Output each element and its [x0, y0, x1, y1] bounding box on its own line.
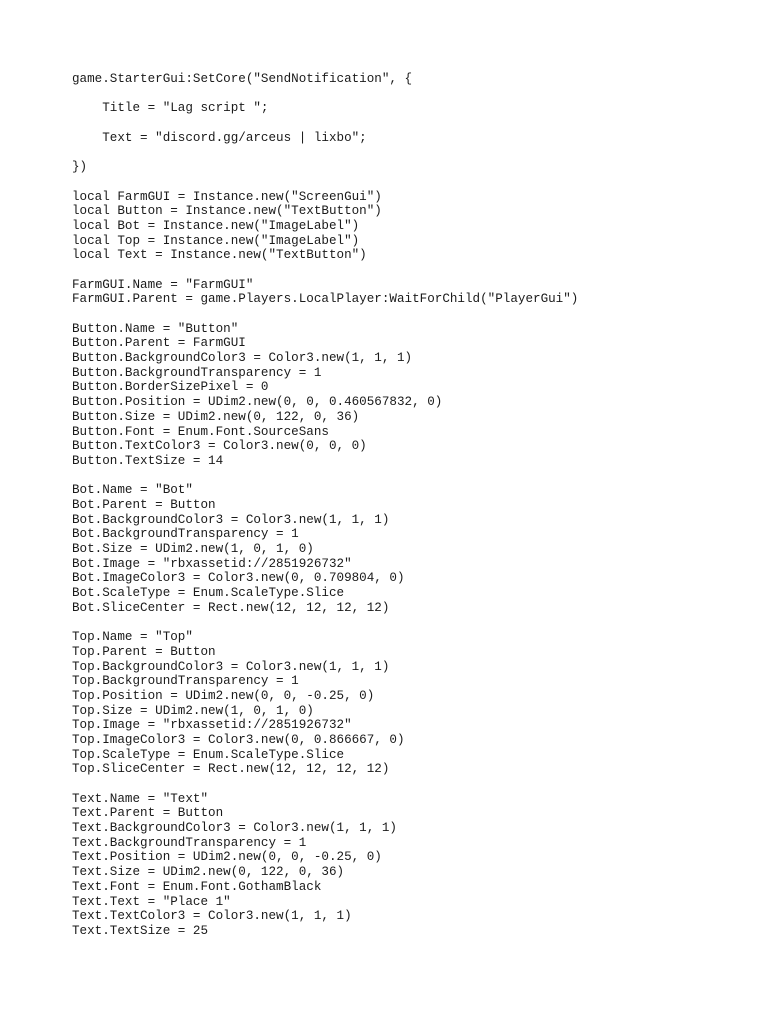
code-line: Button.TextColor3 = Color3.new(0, 0, 0) [72, 439, 367, 454]
code-line: Button.Name = "Button" [72, 321, 239, 336]
code-line: FarmGUI.Name = "FarmGUI" [72, 277, 254, 292]
code-line: FarmGUI.Parent = game.Players.LocalPlayer:WaitForChild("PlayerGui") [72, 292, 579, 307]
code-line: Button.Parent = FarmGUI [72, 336, 246, 351]
code-line: local Button = Instance.new("TextButton") [72, 204, 382, 219]
code-line: Top.Parent = Button [72, 644, 216, 659]
code-line: Bot.Size = UDim2.new(1, 0, 1, 0) [72, 542, 314, 556]
code-line: Bot.SliceCenter = Rect.new(12, 12, 12, 12) [72, 600, 390, 615]
code-line: game.StarterGui:SetCore("SendNotification", { [72, 72, 413, 86]
blank-line [72, 175, 732, 190]
code-line: Bot.Parent = Button [72, 497, 216, 512]
code-line: Top.Name = "Top" [72, 630, 193, 645]
code-line: Bot.Image = "rbxassetid://2851926732" [72, 556, 352, 571]
code-line: Text.Parent = Button [72, 806, 224, 821]
code-document [72, 72, 732, 939]
code-line: local FarmGUI = Instance.new("ScreenGui") [72, 189, 382, 204]
code-line: Top.Size = UDim2.new(1, 0, 1, 0) [72, 703, 314, 718]
code-line: local Bot = Instance.new("ImageLabel") [72, 218, 360, 233]
code-line: Text.Name = "Text" [72, 791, 209, 806]
code-line: Top.BackgroundTransparency = 1 [72, 674, 299, 689]
code-line: local Top = Instance.new("ImageLabel") [72, 233, 360, 248]
code-line: Bot.BackgroundColor3 = Color3.new(1, 1, 1) [72, 512, 390, 527]
blank-line [72, 469, 732, 484]
code-line: Bot.Name = "Bot" [72, 483, 193, 498]
blank-line [72, 307, 732, 322]
blank-line [72, 145, 732, 160]
code-line: Text.TextSize = 25 [72, 923, 209, 938]
code-line: Bot.BackgroundTransparency = 1 [72, 527, 299, 542]
code-line: Button.BackgroundColor3 = Color3.new(1, 1, 1) [72, 351, 413, 366]
code-block [72, 72, 732, 939]
code-line: Top.BackgroundColor3 = Color3.new(1, 1, 1) [72, 659, 390, 674]
code-line: local Text = Instance.new("TextButton") [72, 248, 367, 263]
code-line: Text.TextColor3 = Color3.new(1, 1, 1) [72, 909, 352, 924]
code-line: Text.BackgroundColor3 = Color3.new(1, 1, 1) [72, 821, 397, 836]
code-line: Text.Size = UDim2.new(0, 122, 0, 36) [72, 865, 345, 880]
blank-line [72, 263, 732, 278]
code-line: Top.ScaleType = Enum.ScaleType.Slice [72, 747, 345, 762]
code-line: Title = "Lag script "; [72, 101, 269, 116]
code-line: Text.Font = Enum.Font.GothamBlack [72, 879, 322, 894]
code-line: Text.Position = UDim2.new(0, 0, -0.25, 0) [72, 850, 382, 865]
code-line: Button.BackgroundTransparency = 1 [72, 365, 322, 380]
code-line: Text = "discord.gg/arceus | lixbo"; [72, 130, 367, 145]
code-line: Text.BackgroundTransparency = 1 [72, 835, 307, 850]
code-line: Button.Position = UDim2.new(0, 0, 0.460567832, 0) [72, 395, 443, 410]
code-line: }) [72, 160, 88, 175]
code-line: Button.Size = UDim2.new(0, 122, 0, 36) [72, 409, 360, 424]
code-line: Button.Font = Enum.Font.SourceSans [72, 424, 329, 439]
blank-line [72, 777, 732, 792]
code-line: Button.TextSize = 14 [72, 453, 224, 468]
code-line: Top.SliceCenter = Rect.new(12, 12, 12, 12) [72, 762, 390, 777]
code-line: Top.Position = UDim2.new(0, 0, -0.25, 0) [72, 688, 375, 703]
blank-line [72, 116, 732, 131]
code-line: Bot.ScaleType = Enum.ScaleType.Slice [72, 586, 345, 601]
blank-line [72, 615, 732, 630]
code-line: Top.ImageColor3 = Color3.new(0, 0.866667, 0) [72, 732, 405, 747]
code-line: Top.Image = "rbxassetid://2851926732" [72, 718, 352, 733]
code-line: Button.BorderSizePixel = 0 [72, 380, 269, 395]
blank-line [72, 87, 732, 102]
code-line: Bot.ImageColor3 = Color3.new(0, 0.709804, 0) [72, 571, 405, 586]
code-line: Text.Text = "Place 1" [72, 894, 231, 909]
